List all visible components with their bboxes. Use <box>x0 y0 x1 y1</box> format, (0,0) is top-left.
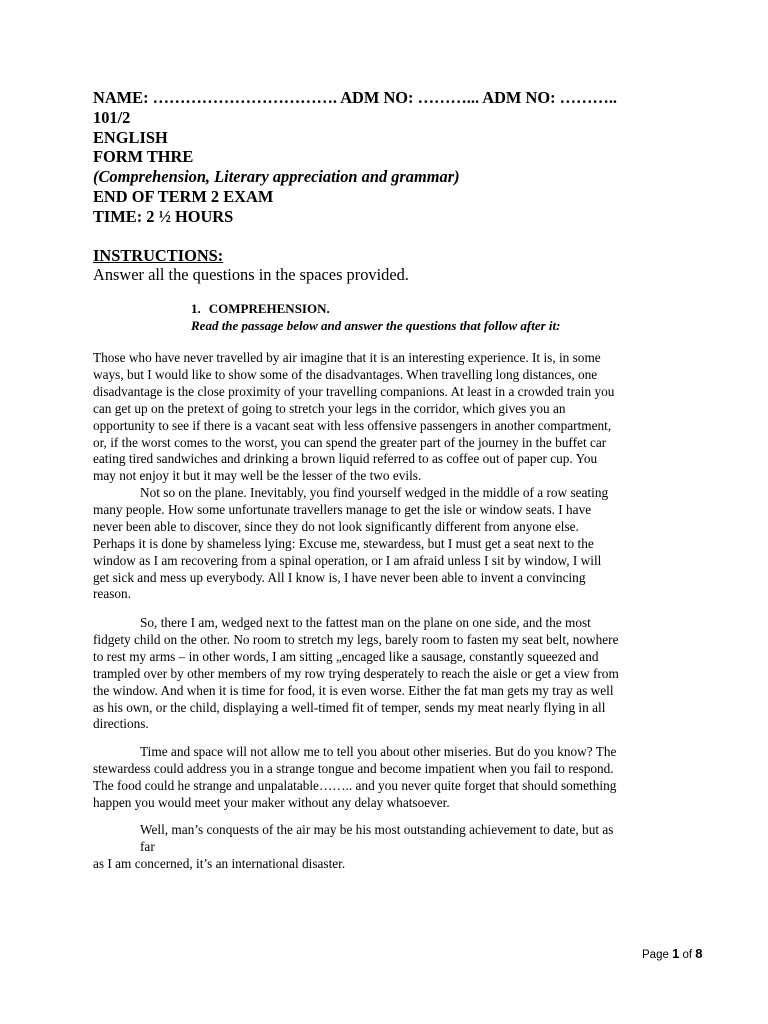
passage-paragraph-2 <box>93 485 707 603</box>
paper-description: (Comprehension, Literary appreciation and grammar) <box>93 167 460 187</box>
section-instruction: Read the passage below and answer the questions that follow after it: <box>191 318 561 333</box>
passage-line: stewardess could address you in a strange tongue and become impatient when you fail to respond. <box>93 760 614 776</box>
passage-line: happen you would meet your maker without any delay whatsoever. <box>93 794 450 810</box>
passage-line: The food could he strange and unpalatable…….. and you never quite forget that should something <box>93 777 617 793</box>
passage-line: So, there I am, wedged next to the fattest man on the plane on one side, and the most <box>140 615 591 630</box>
passage-line: window as I am recovering from a spinal operation, or I am afraid unless I sit by window, I will <box>93 552 602 568</box>
passage-line: as I am concerned, it’s an international disaster. <box>93 855 346 871</box>
subject: ENGLISH <box>93 127 168 147</box>
passage-line: Time and space will not allow me to tell you about other miseries. But do you know? The <box>140 744 617 759</box>
passage-line: many people. How some unfortunate travellers manage to get the isle or window seats. I have <box>93 501 592 517</box>
section-heading <box>191 300 330 317</box>
passage-line: eating tired sandwiches and drinking a brown liquid referred to as coffee out of paper cup. You <box>93 451 598 467</box>
passage-line: ways, but I would like to show some of the disadvantages. When travelling long distances, one <box>93 366 598 382</box>
passage-line: or, if the worst comes to the worst, you can spend the greater part of the journey in the buffet car <box>93 434 607 450</box>
instructions-text: Answer all the questions in the spaces provided. <box>93 265 409 284</box>
passage-line: Those who have never travelled by air imagine that it is an interesting experience. It is, in some <box>93 350 601 365</box>
paper-code: 101/2 <box>93 107 131 127</box>
exam-title: END OF TERM 2 EXAM <box>93 186 274 206</box>
passage-line: trampled over by other members of my row trying desperately to reach the aisle or get a view from <box>93 665 619 681</box>
instructions-title: INSTRUCTIONS: <box>93 246 224 265</box>
passage-paragraph-1 <box>93 350 707 485</box>
exam-time: TIME: 2 ½ HOURS <box>93 206 234 226</box>
passage-line: can get up on the pretext of going to stretch your legs in the corridor, which gives you an <box>93 400 566 416</box>
passage-line: get sick and mess up everybody. All I know is, I have never been able to invent a convincing <box>93 569 586 585</box>
page-footer <box>642 946 703 963</box>
name-adm-line: NAME: ……………………………. ADM NO: ………... ADM NO: ……….. <box>93 88 618 107</box>
of-label: of <box>682 949 693 961</box>
form-level: FORM THRE <box>93 147 194 167</box>
passage-paragraph-3 <box>93 615 707 733</box>
passage-line: Not so on the plane. Inevitably, you find yourself wedged in the middle of a row seating <box>140 485 609 500</box>
passage-line: Well, man’s conquests of the air may be his most outstanding achievement to date, but as <box>140 822 614 837</box>
passage-line: never been able to discover, since they do not look significantly different from anyone else. <box>93 518 579 534</box>
page-total: 8 <box>695 946 703 961</box>
passage-line: reason. <box>93 586 132 602</box>
exam-header <box>93 88 733 227</box>
passage-line: far <box>140 838 155 854</box>
passage-line: as his own, or the child, displaying a well-timed fit of temper, sends my meat nearly flying in all <box>93 699 606 715</box>
section-title: COMPREHENSION. <box>208 301 330 316</box>
passage-paragraph-4 <box>93 744 707 812</box>
section-number: 1. <box>191 301 201 316</box>
passage-line: directions. <box>93 716 149 732</box>
passage-line: opportunity to see if there is a vacant seat with less offensive passengers in another compartment, <box>93 417 612 433</box>
passage-line: fidgety child on the other. No room to stretch my legs, barely room to fasten my seat belt, nowhere <box>93 631 619 647</box>
passage-line: to rest my arms – in other words, I am sitting „encaged like a sausage, constantly squeezed and <box>93 648 599 664</box>
passage-paragraph-5 <box>93 822 707 873</box>
page-label: Page <box>642 949 669 961</box>
passage-line: Perhaps it is done by shameless lying: Excuse me, stewardess, but I must get a seat next to the <box>93 535 594 551</box>
page-number: 1 <box>672 946 680 961</box>
passage-line: the window. And when it is time for food, it is even worse. Either the fat man gets my tray as well <box>93 682 614 698</box>
passage-line: may not enjoy it but it may well be the lesser of the two evils. <box>93 468 422 484</box>
passage-line: disadvantage is the close proximity of your travelling companions. At least in a crowded train you <box>93 383 615 399</box>
